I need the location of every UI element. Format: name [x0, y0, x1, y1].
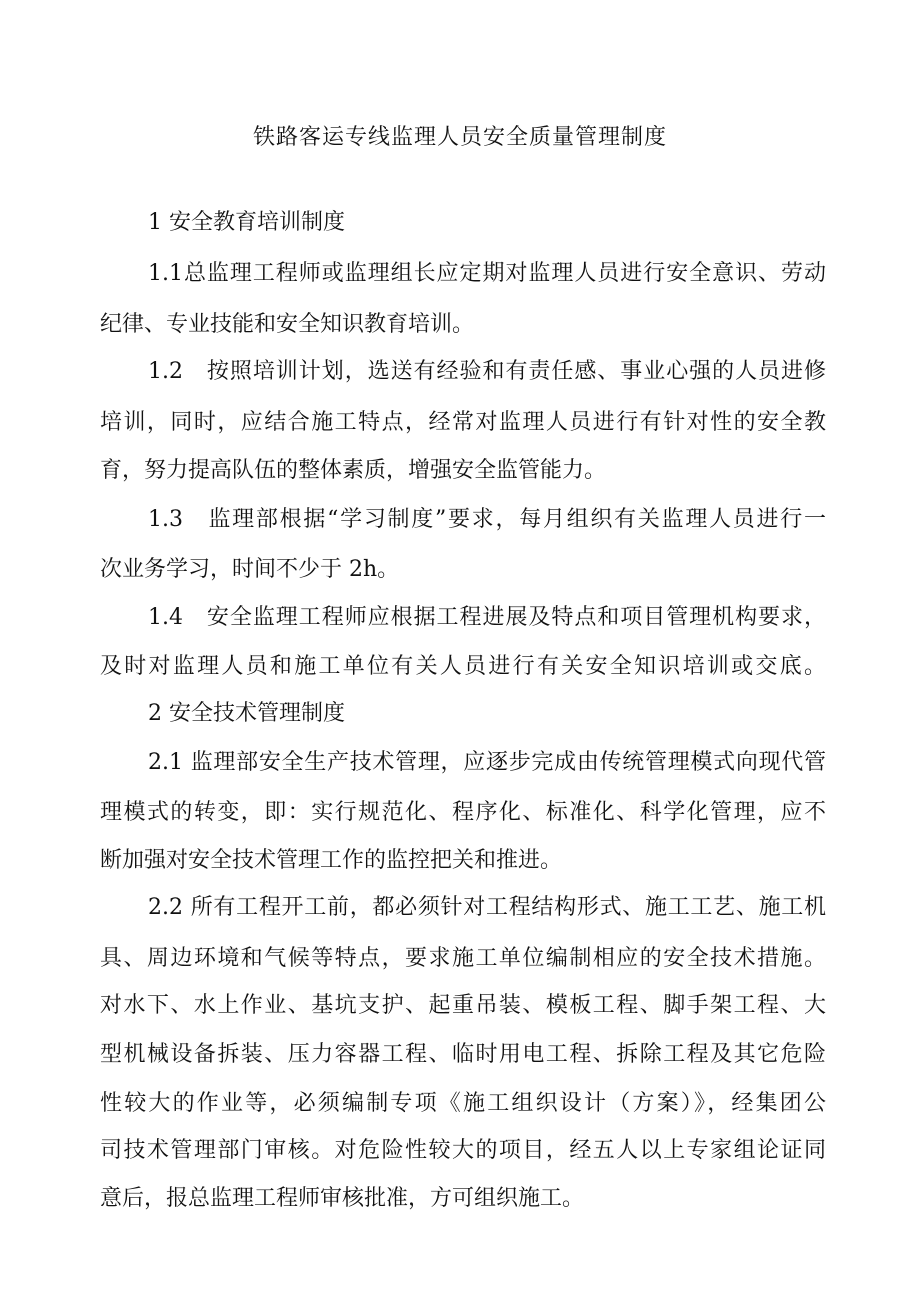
paragraph-2-2-line-7: 意后，报总监理工程师审核批准，方可组织施工。 — [100, 1186, 585, 1211]
section-heading-1: 1 安全教育培训制度 — [148, 210, 345, 235]
paragraph-1-2-line-1: 1.2 按照培训计划，选送有经验和有责任感、事业心强的人员进修 — [148, 359, 826, 384]
paragraph-1-3-line-2: 次业务学习，时间不少于 2h。 — [100, 557, 400, 582]
paragraph-1-3-line-1: 1.3 监理部根据“学习制度”要求，每月组织有关监理人员进行一 — [148, 507, 826, 532]
paragraph-2-1-line-1: 2.1 监理部安全生产技术管理，应逐步完成由传统管理模式向现代管 — [148, 750, 826, 775]
document-title: 铁路客运专线监理人员安全质量管理制度 — [252, 125, 667, 150]
paragraph-1-1-line-1: 1.1总监理工程师或监理组长应定期对监理人员进行安全意识、劳动 — [148, 261, 826, 286]
paragraph-2-1-line-2: 理模式的转变，即：实行规范化、程序化、标准化、科学化管理，应不 — [100, 800, 826, 825]
paragraph-2-2-line-3: 对水下、水上作业、基坑支护、起重吊装、模板工程、脚手架工程、大 — [100, 993, 826, 1018]
paragraph-1-2-line-3: 育，努力提高队伍的整体素质，增强安全监管能力。 — [100, 458, 607, 483]
paragraph-2-1-line-3: 断加强对安全技术管理工作的监控把关和推进。 — [100, 848, 563, 873]
paragraph-1-1-line-2: 纪律、专业技能和安全知识教育培训。 — [100, 312, 475, 337]
section-heading-2: 2 安全技术管理制度 — [148, 701, 345, 726]
paragraph-1-4-line-2: 及时对监理人员和施工单位有关人员进行有关安全知识培训或交底。 — [100, 654, 826, 679]
paragraph-1-2-line-2: 培训，同时，应结合施工特点，经常对监理人员进行有针对性的安全教 — [100, 410, 826, 435]
paragraph-1-4-line-1: 1.4 安全监理工程师应根据工程进展及特点和项目管理机构要求， — [148, 605, 826, 630]
paragraph-2-2-line-6: 司技术管理部门审核。对危险性较大的项目，经五人以上专家组论证同 — [100, 1138, 826, 1163]
paragraph-2-2-line-1: 2.2 所有工程开工前，都必须针对工程结构形式、施工工艺、施工机 — [148, 895, 826, 920]
paragraph-2-2-line-4: 型机械设备拆装、压力容器工程、临时用电工程、拆除工程及其它危险 — [100, 1042, 826, 1067]
paragraph-2-2-line-2: 具、周边环境和气候等特点，要求施工单位编制相应的安全技术措施。 — [100, 946, 826, 971]
paragraph-2-2-line-5: 性较大的作业等，必须编制专项《施工组织设计（方案）》，经集团公 — [100, 1091, 826, 1116]
